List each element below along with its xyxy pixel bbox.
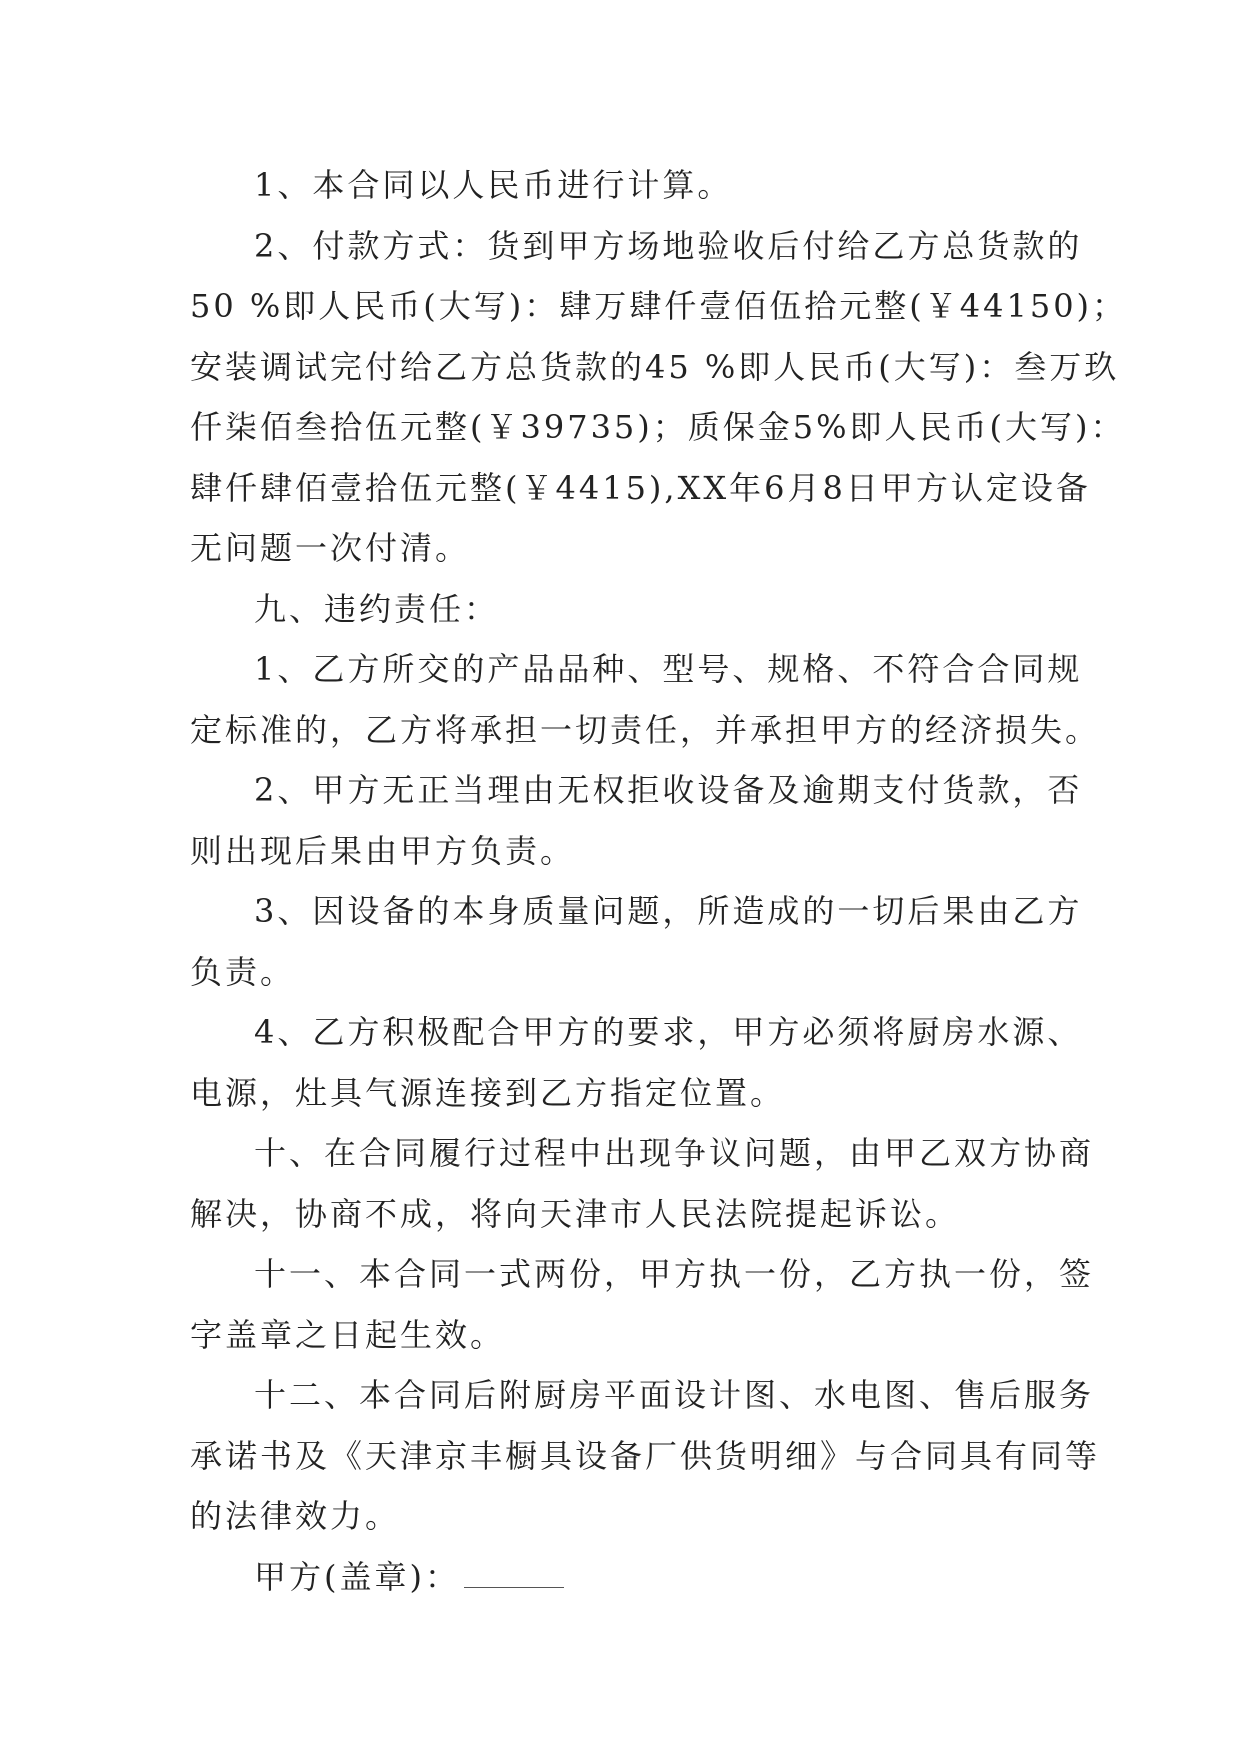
- paragraph-copies-effect: [190, 1244, 1095, 1365]
- text-line: 九、违约责任：: [254, 589, 500, 628]
- text-line: 安装调试完付给乙方总货款的45 %即人民币(大写)：叁万玖: [190, 347, 1120, 386]
- contract-body: [190, 155, 1128, 1607]
- signature-blank-line[interactable]: [464, 1553, 564, 1588]
- text-line: 1、本合同以人民币进行计算。: [254, 166, 733, 204]
- signature-label: 甲方(盖章)：: [254, 1557, 460, 1596]
- signature-party-a: [190, 1547, 1070, 1608]
- text-line: 定标准的，乙方将承担一切责任，并承担甲方的经济损失。: [190, 710, 1101, 749]
- text-line: 3、因设备的本身质量问题，所造成的一切后果由乙方: [254, 892, 1083, 930]
- paragraph-breach-item-1: [190, 639, 1101, 760]
- paragraph-breach-item-3: [190, 881, 1083, 1002]
- text-line: 解决，协商不成，将向天津市人民法院提起诉讼。: [190, 1194, 961, 1233]
- text-line: 2、甲方无正当理由无权拒收设备及逾期支付货款，否: [254, 771, 1083, 809]
- text-line: 的法律效力。: [190, 1497, 401, 1535]
- paragraph-payment-method: [190, 216, 1128, 579]
- text-line: 4、乙方积极配合甲方的要求，甲方必须将厨房水源、: [254, 1013, 1083, 1051]
- text-line: 1、乙方所交的产品品种、型号、规格、不符合合同规: [254, 650, 1083, 688]
- text-line: 50 %即人民币(大写)：肆万肆仟壹佰伍拾元整(￥44150)；: [190, 287, 1128, 325]
- text-line: 负责。: [190, 952, 296, 991]
- text-line: 十、在合同履行过程中出现争议问题，由甲乙双方协商: [254, 1134, 1095, 1172]
- paragraph-breach-item-2: [190, 760, 1083, 881]
- text-line: 仟柒佰叁拾伍元整(￥39735)；质保金5%即人民币(大写)：: [190, 408, 1126, 446]
- text-line: 无问题一次付清。: [190, 529, 471, 567]
- text-line: 则出现后果由甲方负责。: [190, 831, 576, 870]
- text-line: 电源，灶具气源连接到乙方指定位置。: [190, 1073, 786, 1112]
- text-line: 十二、本合同后附厨房平面设计图、水电图、售后服务: [254, 1376, 1095, 1414]
- paragraph-attachments: [190, 1365, 1101, 1547]
- text-line: 承诺书及《天津京丰橱具设备厂供货明细》与合同具有同等: [190, 1436, 1101, 1475]
- text-line: 2、付款方式：货到甲方场地验收后付给乙方总货款的: [254, 226, 1083, 265]
- text-line: 十一、本合同一式两份，甲方执一份，乙方执一份，签: [254, 1255, 1095, 1293]
- text-line: 肆仟肆佰壹拾伍元整(￥4415),XX年6月8日甲方认定设备: [190, 468, 1091, 507]
- paragraph-currency-clause: [190, 155, 1070, 216]
- paragraph-breach-item-4: [190, 1002, 1083, 1123]
- paragraph-dispute-resolution: [190, 1123, 1095, 1244]
- section-heading-breach-liability: [190, 579, 1070, 640]
- text-line: 字盖章之日起生效。: [190, 1315, 506, 1354]
